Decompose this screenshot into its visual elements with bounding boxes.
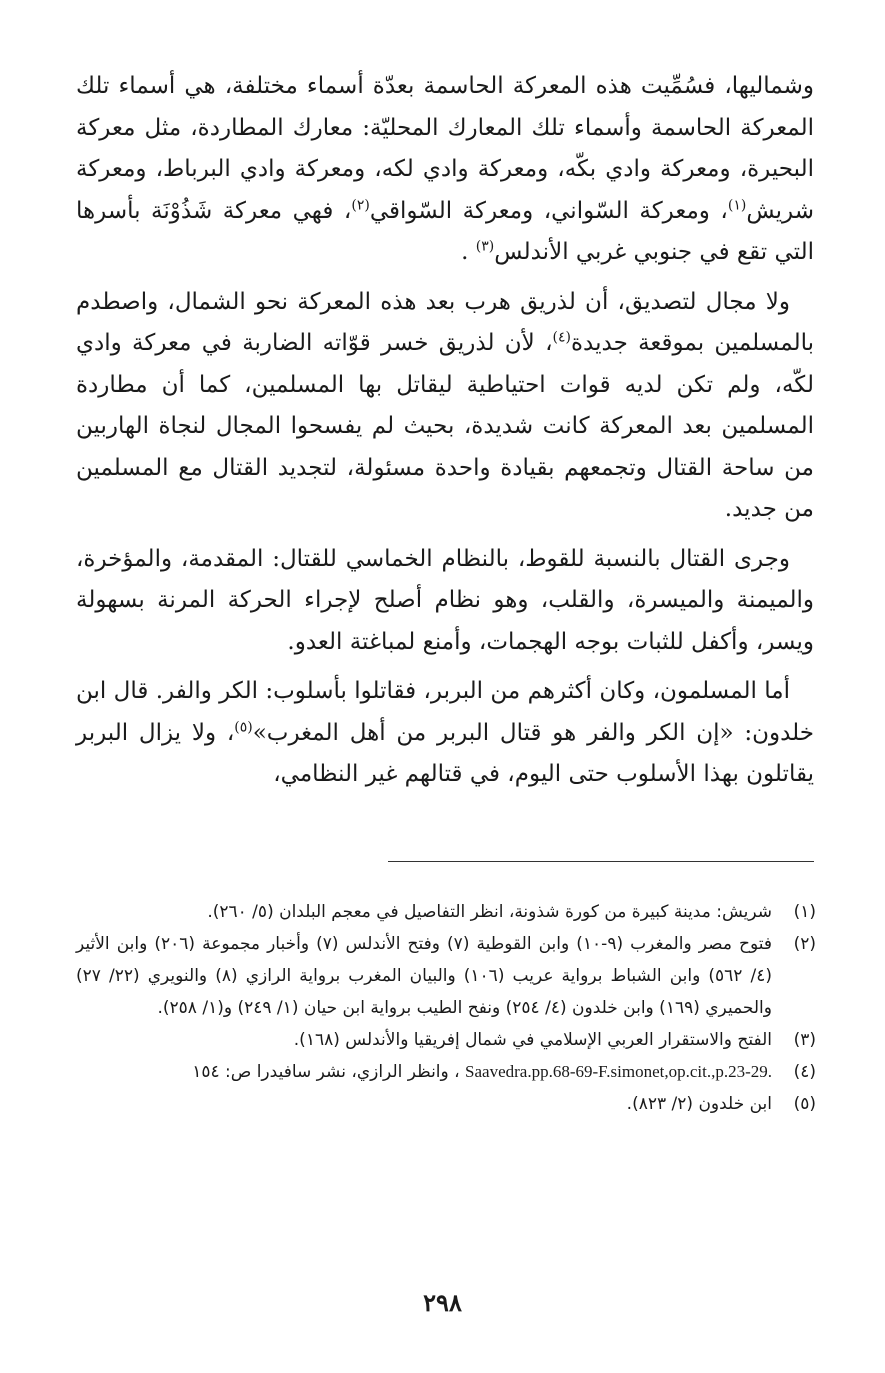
footnote-number: (٢) (793, 934, 816, 954)
footnote-latin-citation: Saavedra.pp.68-69-F.simonet,op.cit.,p.23-29. (465, 1062, 772, 1081)
footnote-number: (٥) (793, 1094, 816, 1114)
footnote-text: فتوح مصر والمغرب (٩-١٠) وابن القوطية (٧) وفتح الأندلس (٧) وأخبار مجموعة (٢٠٦) وابن الأثير (٤/ ٥٦٢) وابن الشباط برواية عريب (١٠٦) والبيان المغرب برواية الرازي (٨) والنويري (٢٢/ ٢٧) والحميري (١٦٩) وابن خلدون (٤/ ٢٥٤) ونفح الطيب برواية ابن حيان (١/ ٢٤٩) و(١/ ٢٥٨). (76, 934, 773, 1018)
footnote-number: (٣) (793, 1030, 816, 1050)
footnote-ref-3: (٣) (475, 238, 495, 255)
paragraph-3: وجرى القتال بالنسبة للقوط، بالنظام الخماسي للقتال: المقدمة، والمؤخرة، والميمنة والميسرة، والقلب، وهو نظام أصلح لإجراء الحركة المرنة بسهولة ويسر، وأكفل للثبات بوجه الهجمات، وأمنع لمباغتة العدو. (76, 545, 814, 655)
footnote-ref-2: (٢) (351, 196, 370, 213)
footnote-ref-1: (١) (727, 196, 747, 213)
paragraph-2: ولا مجال لتصديق، أن لذريق هرب بعد هذه المعركة نحو الشمال، واصطدم بالمسلمين بموقعة جديدة$^{(٤)}$، لأن لذريق خسر قوّاته الضاربة في معركة وادي لكّه، ولم تكن لديه قوات احتياطية ليقاتل بها المسلمين، كما أن مطاردة المسلمين بعد المعركة كانت شديدة، بحيث لم يفسحوا المجال لنجاة الهاربين من ساحة القتال وتجمعهم بقيادة واحدة مسئولة، لتجديد القتال مع المسلمين من جديد. (76, 288, 814, 522)
footnotes (76, 896, 816, 1120)
footnote-ref-5: (٥) (234, 718, 253, 735)
footnote-text: Saavedra.pp.68-69-F.simonet,op.cit.,p.23-29. ، وانظر الرازي، نشر سافيدرا ص: ١٥٤ (192, 1062, 772, 1082)
footnote-ref-4: (٤) (552, 329, 571, 346)
paragraph-1: وشماليها، فسُمِّيت هذه المعركة الحاسمة بعدّة أسماء مختلفة، هي أسماء تلك المعركة الحاسمة وأسماء تلك المعارك المحليّة: معارك المطاردة، مثل معركة البحيرة، ومعركة وادي بكّه، ومعركة وادي لكه، ومعركة وادي البرباط، ومعركة شريش$^{(١)}$، ومعركة السّواني، ومعركة السّواقي$^{(٢)}$، فهي معركة شَذُوْنَة بأسرها التي تقع في جنوبي غربي الأندلس$^{(٣)}$ . (76, 73, 814, 265)
main-text (76, 66, 814, 804)
page-number: ٢٩٨ (423, 1288, 462, 1317)
footnote-number: (١) (793, 902, 816, 922)
footnote-number: (٤) (793, 1062, 816, 1082)
footnote-5 (76, 1088, 816, 1120)
footnote-text: ابن خلدون (٢/ ٨٢٣). (626, 1094, 772, 1114)
footnote-3 (76, 1024, 816, 1056)
footnote-1 (76, 896, 816, 928)
footnote-separator (388, 861, 814, 862)
paragraph-4: أما المسلمون، وكان أكثرهم من البربر، فقاتلوا بأسلوب: الكر والفر. قال ابن خلدون: «إن الكر والفر هو قتال البربر من أهل المغرب»$^{(٥)}$، ولا يزال البربر يقاتلون بهذا الأسلوب حتى اليوم، في قتالهم غير النظامي، (76, 678, 814, 787)
footnote-4 (76, 1056, 816, 1088)
footnote-text: شريش: مدينة كبيرة من كورة شذونة، انظر التفاصيل في معجم البلدان (٥/ ٢٦٠). (207, 902, 772, 922)
footnote-2 (76, 928, 816, 1024)
footnote-text: الفتح والاستقرار العربي الإسلامي في شمال إفريقيا والأندلس (١٦٨). (293, 1030, 772, 1050)
